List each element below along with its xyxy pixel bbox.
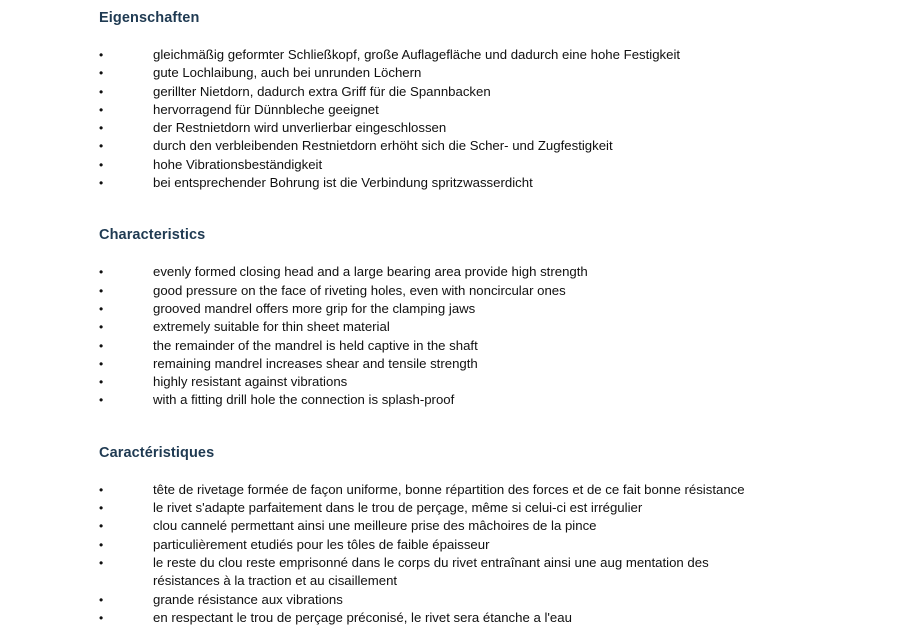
list-item-text: gleichmäßig geformter Schließkopf, große Auflagefläche und dadurch eine hohe Festigkeit bbox=[153, 47, 681, 62]
list-item-text: le rivet s'adapte parfaitement dans le trou de perçage, même si celui-ci est irrégulier bbox=[153, 500, 643, 516]
list-item bbox=[0, 318, 901, 336]
list-item bbox=[0, 101, 901, 119]
list-item-text: gute Lochlaibung, auch bei unrunden Löchern bbox=[153, 65, 422, 81]
bullet-icon: • bbox=[99, 84, 104, 99]
bullet-icon: • bbox=[99, 48, 104, 62]
list-item-text: particulièrement etudiés pour les tôles de faible épaisseur bbox=[153, 536, 490, 552]
section-title-characteristics: Characteristics bbox=[99, 227, 206, 244]
bullet-icon: • bbox=[99, 338, 104, 353]
list-item bbox=[0, 119, 901, 137]
list-item bbox=[0, 609, 901, 627]
list-item bbox=[0, 300, 901, 318]
section-eigenschaften bbox=[0, 10, 901, 192]
section-characteristics bbox=[0, 227, 901, 409]
bullet-list-eigenschaften bbox=[0, 46, 901, 192]
list-item bbox=[0, 46, 901, 64]
list-item bbox=[0, 517, 901, 535]
list-item bbox=[0, 536, 901, 554]
bullet-list-caracteristiques bbox=[0, 481, 901, 627]
bullet-list-characteristics bbox=[0, 263, 901, 409]
list-item bbox=[0, 355, 901, 373]
bullet-icon: • bbox=[99, 102, 104, 117]
list-item-text: grooved mandrel offers more grip for the clamping jaws bbox=[153, 300, 476, 316]
list-item-text: le reste du clou reste emprisonné dans le corps du rivet entraînant ainsi une aug mentation des résistances à la traction et au cisaillement bbox=[153, 554, 709, 589]
bullet-icon: • bbox=[99, 610, 104, 625]
list-item bbox=[0, 554, 901, 591]
bullet-icon: • bbox=[99, 537, 104, 552]
list-item-text: with a fitting drill hole the connection is splash-proof bbox=[153, 392, 455, 408]
list-item-text: durch den verbleibenden Restnietdorn erhöht sich die Scher- und Zugfestigkeit bbox=[153, 138, 613, 154]
list-item-text: gerillter Nietdorn, dadurch extra Griff für die Spannbacken bbox=[153, 83, 491, 99]
bullet-icon: • bbox=[99, 375, 104, 390]
list-item-text: hohe Vibrationsbeständigkeit bbox=[153, 156, 323, 172]
list-item bbox=[0, 337, 901, 355]
section-title-eigenschaften: Eigenschaften bbox=[99, 10, 200, 26]
list-item-text: highly resistant against vibrations bbox=[153, 374, 348, 390]
bullet-icon: • bbox=[99, 592, 104, 607]
bullet-icon: • bbox=[99, 393, 104, 408]
list-item-text: good pressure on the face of riveting holes, even with noncircular ones bbox=[153, 282, 566, 298]
bullet-icon: • bbox=[99, 121, 104, 136]
list-item bbox=[0, 282, 901, 300]
list-item-text: der Restnietdorn wird unverlierbar eingeschlossen bbox=[153, 120, 447, 136]
list-item bbox=[0, 83, 901, 101]
bullet-icon: • bbox=[99, 519, 104, 534]
list-item bbox=[0, 481, 901, 499]
list-item bbox=[0, 156, 901, 174]
bullet-icon: • bbox=[99, 157, 104, 172]
bullet-icon: • bbox=[99, 176, 104, 191]
list-item-text: the remainder of the mandrel is held captive in the shaft bbox=[153, 337, 478, 353]
list-item bbox=[0, 499, 901, 517]
list-item-text: grande résistance aux vibrations bbox=[153, 591, 343, 607]
list-item-text: en respectant le trou de perçage préconisé, le rivet sera étanche a l'eau bbox=[153, 609, 572, 625]
list-item-text: evenly formed closing head and a large bearing area provide high strength bbox=[153, 264, 588, 280]
bullet-icon: • bbox=[99, 301, 104, 316]
list-item-text: remaining mandrel increases shear and tensile strength bbox=[153, 355, 478, 371]
bullet-icon: • bbox=[99, 501, 104, 516]
list-item bbox=[0, 373, 901, 391]
list-item-text: bei entsprechender Bohrung ist die Verbindung spritzwasserdicht bbox=[153, 175, 533, 191]
list-item-text: hervorragend für Dünnbleche geeignet bbox=[153, 101, 379, 117]
bullet-icon: • bbox=[99, 139, 104, 154]
section-caracteristiques bbox=[0, 445, 901, 627]
bullet-icon: • bbox=[99, 356, 104, 371]
list-item bbox=[0, 174, 901, 192]
list-item bbox=[0, 137, 901, 155]
bullet-icon: • bbox=[99, 320, 104, 335]
list-item-text: tête de rivetage formée de façon uniforme, bonne répartition des forces et de ce fait bonne résistance bbox=[153, 481, 745, 497]
list-item-text: clou cannelé permettant ainsi une meilleure prise des mâchoires de la pince bbox=[153, 518, 597, 534]
bullet-icon: • bbox=[99, 482, 104, 497]
section-title-caracteristiques: Caractéristiques bbox=[99, 444, 215, 461]
list-item-text: extremely suitable for thin sheet material bbox=[153, 319, 390, 335]
bullet-icon: • bbox=[99, 555, 104, 570]
list-item bbox=[0, 64, 901, 82]
bullet-icon: • bbox=[99, 283, 104, 298]
list-item bbox=[0, 591, 901, 609]
list-item bbox=[0, 263, 901, 281]
bullet-icon: • bbox=[99, 265, 104, 280]
bullet-icon: • bbox=[99, 66, 104, 81]
list-item bbox=[0, 391, 901, 409]
